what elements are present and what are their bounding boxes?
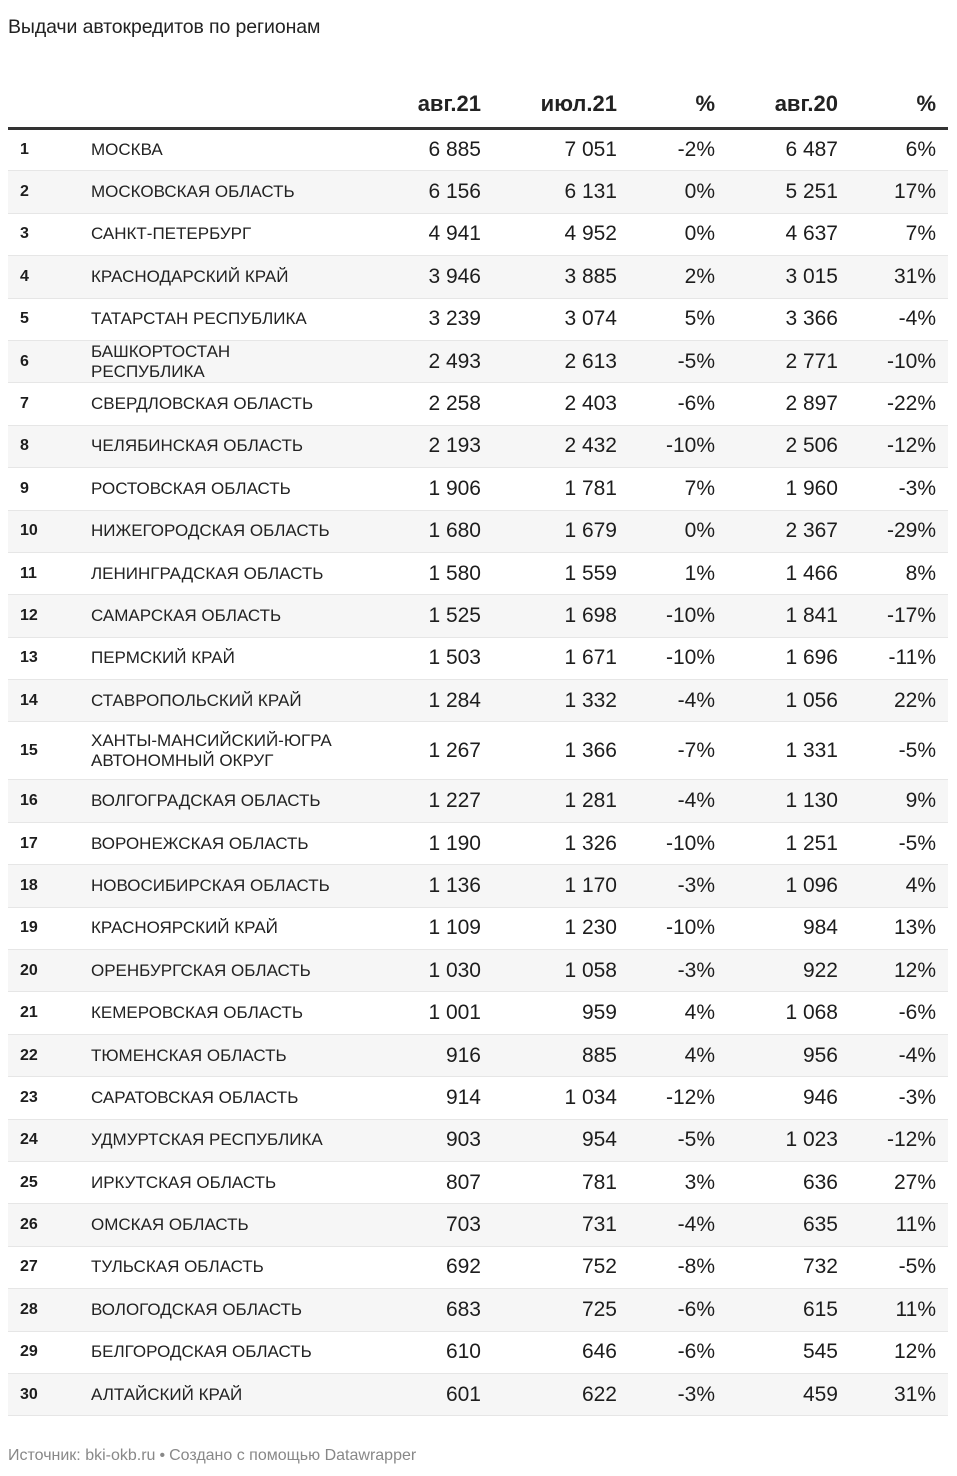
cell-aug21: 703 — [381, 1204, 481, 1246]
cell-aug20: 1 960 — [715, 468, 838, 510]
cell-region: УДМУРТСКАЯ РЕСПУБЛИКА — [91, 1119, 381, 1161]
cell-aug20: 1 466 — [715, 552, 838, 594]
cell-rank: 18 — [8, 865, 91, 907]
cell-yoy-pct: 11% — [838, 1204, 948, 1246]
cell-jul21: 2 403 — [481, 383, 617, 425]
cell-jul21: 781 — [481, 1161, 617, 1203]
table-row — [8, 1246, 948, 1288]
cell-aug20: 615 — [715, 1289, 838, 1331]
cell-aug21: 807 — [381, 1161, 481, 1203]
cell-mom-pct: 2% — [617, 256, 715, 298]
cell-rank: 5 — [8, 298, 91, 340]
table-body — [8, 129, 948, 1416]
data-table — [8, 80, 948, 1416]
cell-region: МОСКВА — [91, 129, 381, 171]
cell-yoy-pct: -3% — [838, 468, 948, 510]
cell-jul21: 731 — [481, 1204, 617, 1246]
cell-mom-pct: 0% — [617, 510, 715, 552]
table-row — [8, 907, 948, 949]
cell-jul21: 1 559 — [481, 552, 617, 594]
cell-aug20: 922 — [715, 950, 838, 992]
cell-jul21: 1 281 — [481, 780, 617, 822]
credit-link[interactable]: Создано с помощью Datawrapper — [169, 1447, 417, 1464]
cell-rank: 9 — [8, 468, 91, 510]
cell-mom-pct: 4% — [617, 1034, 715, 1076]
cell-jul21: 1 781 — [481, 468, 617, 510]
cell-aug20: 2 506 — [715, 425, 838, 467]
cell-region: БЕЛГОРОДСКАЯ ОБЛАСТЬ — [91, 1331, 381, 1373]
table-row — [8, 383, 948, 425]
cell-yoy-pct: -5% — [838, 722, 948, 780]
cell-aug21: 6 156 — [381, 171, 481, 213]
cell-aug21: 1 580 — [381, 552, 481, 594]
cell-yoy-pct: 17% — [838, 171, 948, 213]
cell-jul21: 3 885 — [481, 256, 617, 298]
cell-mom-pct: 7% — [617, 468, 715, 510]
cell-rank: 6 — [8, 340, 91, 382]
cell-region: ВОЛГОГРАДСКАЯ ОБЛАСТЬ — [91, 780, 381, 822]
table-row — [8, 552, 948, 594]
header-aug20[interactable]: авг.20 — [715, 80, 838, 129]
cell-jul21: 6 131 — [481, 171, 617, 213]
cell-aug21: 4 941 — [381, 213, 481, 255]
cell-aug21: 1 284 — [381, 680, 481, 722]
cell-aug21: 1 906 — [381, 468, 481, 510]
cell-jul21: 1 332 — [481, 680, 617, 722]
cell-region: КРАСНОЯРСКИЙ КРАЙ — [91, 907, 381, 949]
cell-yoy-pct: 9% — [838, 780, 948, 822]
cell-mom-pct: -6% — [617, 1331, 715, 1373]
cell-mom-pct: -12% — [617, 1077, 715, 1119]
cell-aug20: 6 487 — [715, 129, 838, 171]
cell-mom-pct: 1% — [617, 552, 715, 594]
cell-yoy-pct: -3% — [838, 1077, 948, 1119]
header-aug21[interactable]: авг.21 — [381, 80, 481, 129]
source-note: Источник: bki-okb.ru — [8, 1447, 156, 1464]
cell-aug21: 3 239 — [381, 298, 481, 340]
cell-rank: 2 — [8, 171, 91, 213]
table-row — [8, 780, 948, 822]
cell-region: РОСТОВСКАЯ ОБЛАСТЬ — [91, 468, 381, 510]
cell-region: КЕМЕРОВСКАЯ ОБЛАСТЬ — [91, 992, 381, 1034]
cell-aug21: 3 946 — [381, 256, 481, 298]
cell-aug20: 636 — [715, 1161, 838, 1203]
cell-region: НИЖЕГОРОДСКАЯ ОБЛАСТЬ — [91, 510, 381, 552]
cell-mom-pct: -10% — [617, 907, 715, 949]
cell-rank: 10 — [8, 510, 91, 552]
cell-mom-pct: -2% — [617, 129, 715, 171]
cell-jul21: 622 — [481, 1373, 617, 1415]
cell-aug21: 1 267 — [381, 722, 481, 780]
cell-jul21: 2 432 — [481, 425, 617, 467]
table-row — [8, 637, 948, 679]
table-row — [8, 1331, 948, 1373]
cell-rank: 21 — [8, 992, 91, 1034]
header-region[interactable] — [91, 80, 381, 129]
cell-aug21: 914 — [381, 1077, 481, 1119]
cell-region: ХАНТЫ-МАНСИЙСКИЙ-ЮГРА АВТОНОМНЫЙ ОКРУГ — [91, 722, 381, 780]
cell-region: ОМСКАЯ ОБЛАСТЬ — [91, 1204, 381, 1246]
cell-rank: 11 — [8, 552, 91, 594]
cell-rank: 25 — [8, 1161, 91, 1203]
cell-rank: 17 — [8, 822, 91, 864]
cell-yoy-pct: -12% — [838, 1119, 948, 1161]
cell-aug20: 3 366 — [715, 298, 838, 340]
cell-mom-pct: -4% — [617, 780, 715, 822]
cell-aug20: 956 — [715, 1034, 838, 1076]
cell-aug21: 1 190 — [381, 822, 481, 864]
cell-jul21: 1 366 — [481, 722, 617, 780]
cell-region: АЛТАЙСКИЙ КРАЙ — [91, 1373, 381, 1415]
cell-mom-pct: -5% — [617, 1119, 715, 1161]
cell-jul21: 752 — [481, 1246, 617, 1288]
cell-mom-pct: 0% — [617, 213, 715, 255]
cell-aug21: 683 — [381, 1289, 481, 1331]
cell-jul21: 725 — [481, 1289, 617, 1331]
cell-region: САНКТ-ПЕТЕРБУРГ — [91, 213, 381, 255]
cell-aug21: 6 885 — [381, 129, 481, 171]
table-row — [8, 1077, 948, 1119]
cell-aug20: 1 331 — [715, 722, 838, 780]
cell-aug21: 2 493 — [381, 340, 481, 382]
cell-jul21: 1 170 — [481, 865, 617, 907]
cell-jul21: 1 679 — [481, 510, 617, 552]
cell-rank: 30 — [8, 1373, 91, 1415]
cell-region: ИРКУТСКАЯ ОБЛАСТЬ — [91, 1161, 381, 1203]
cell-yoy-pct: 31% — [838, 1373, 948, 1415]
cell-rank: 1 — [8, 129, 91, 171]
cell-aug21: 916 — [381, 1034, 481, 1076]
cell-region: КРАСНОДАРСКИЙ КРАЙ — [91, 256, 381, 298]
table-row — [8, 1119, 948, 1161]
cell-rank: 16 — [8, 780, 91, 822]
cell-rank: 12 — [8, 595, 91, 637]
cell-aug20: 459 — [715, 1373, 838, 1415]
table-row — [8, 595, 948, 637]
cell-region: ПЕРМСКИЙ КРАЙ — [91, 637, 381, 679]
cell-aug20: 4 637 — [715, 213, 838, 255]
cell-yoy-pct: 31% — [838, 256, 948, 298]
cell-aug20: 545 — [715, 1331, 838, 1373]
cell-rank: 8 — [8, 425, 91, 467]
cell-mom-pct: -6% — [617, 383, 715, 425]
cell-mom-pct: -8% — [617, 1246, 715, 1288]
cell-jul21: 1 034 — [481, 1077, 617, 1119]
cell-jul21: 1 230 — [481, 907, 617, 949]
cell-mom-pct: -10% — [617, 822, 715, 864]
cell-region: ТЮМЕНСКАЯ ОБЛАСТЬ — [91, 1034, 381, 1076]
cell-jul21: 2 613 — [481, 340, 617, 382]
table-row — [8, 468, 948, 510]
cell-yoy-pct: -4% — [838, 298, 948, 340]
cell-yoy-pct: -29% — [838, 510, 948, 552]
header-jul21[interactable]: июл.21 — [481, 80, 617, 129]
cell-rank: 29 — [8, 1331, 91, 1373]
cell-aug20: 1 096 — [715, 865, 838, 907]
cell-yoy-pct: 12% — [838, 1331, 948, 1373]
cell-region: ЛЕНИНГРАДСКАЯ ОБЛАСТЬ — [91, 552, 381, 594]
table-row — [8, 256, 948, 298]
cell-yoy-pct: 22% — [838, 680, 948, 722]
cell-region: БАШКОРТОСТАН РЕСПУБЛИКА — [91, 340, 381, 382]
cell-yoy-pct: -12% — [838, 425, 948, 467]
cell-rank: 19 — [8, 907, 91, 949]
cell-rank: 4 — [8, 256, 91, 298]
cell-aug20: 5 251 — [715, 171, 838, 213]
cell-yoy-pct: 12% — [838, 950, 948, 992]
cell-rank: 28 — [8, 1289, 91, 1331]
cell-yoy-pct: 4% — [838, 865, 948, 907]
cell-aug21: 1 227 — [381, 780, 481, 822]
table-row — [8, 129, 948, 171]
cell-aug21: 1 525 — [381, 595, 481, 637]
cell-aug20: 984 — [715, 907, 838, 949]
cell-rank: 20 — [8, 950, 91, 992]
table-row — [8, 1204, 948, 1246]
cell-region: ТУЛЬСКАЯ ОБЛАСТЬ — [91, 1246, 381, 1288]
cell-jul21: 3 074 — [481, 298, 617, 340]
cell-aug20: 1 696 — [715, 637, 838, 679]
cell-aug20: 1 251 — [715, 822, 838, 864]
cell-jul21: 1 698 — [481, 595, 617, 637]
cell-rank: 15 — [8, 722, 91, 780]
cell-mom-pct: -6% — [617, 1289, 715, 1331]
cell-rank: 14 — [8, 680, 91, 722]
cell-yoy-pct: -10% — [838, 340, 948, 382]
cell-aug21: 1 030 — [381, 950, 481, 992]
cell-aug21: 610 — [381, 1331, 481, 1373]
cell-aug20: 3 015 — [715, 256, 838, 298]
cell-rank: 22 — [8, 1034, 91, 1076]
cell-yoy-pct: 8% — [838, 552, 948, 594]
table-row — [8, 340, 948, 382]
cell-mom-pct: -7% — [617, 722, 715, 780]
cell-jul21: 646 — [481, 1331, 617, 1373]
cell-rank: 26 — [8, 1204, 91, 1246]
cell-jul21: 1 671 — [481, 637, 617, 679]
chart-title: Выдачи автокредитов по регионам — [8, 16, 321, 38]
table-row — [8, 171, 948, 213]
cell-mom-pct: 3% — [617, 1161, 715, 1203]
cell-mom-pct: -3% — [617, 865, 715, 907]
cell-rank: 24 — [8, 1119, 91, 1161]
cell-jul21: 885 — [481, 1034, 617, 1076]
cell-region: ВОРОНЕЖСКАЯ ОБЛАСТЬ — [91, 822, 381, 864]
cell-aug21: 1 680 — [381, 510, 481, 552]
table-row — [8, 822, 948, 864]
cell-region: МОСКОВСКАЯ ОБЛАСТЬ — [91, 171, 381, 213]
cell-yoy-pct: -22% — [838, 383, 948, 425]
cell-mom-pct: -10% — [617, 425, 715, 467]
cell-jul21: 7 051 — [481, 129, 617, 171]
cell-yoy-pct: -4% — [838, 1034, 948, 1076]
cell-aug20: 1 130 — [715, 780, 838, 822]
cell-aug21: 903 — [381, 1119, 481, 1161]
header-row — [8, 80, 948, 129]
header-yoy-pct[interactable]: % — [838, 80, 948, 129]
table-row — [8, 1373, 948, 1415]
table-row — [8, 510, 948, 552]
cell-aug20: 2 367 — [715, 510, 838, 552]
cell-mom-pct: -4% — [617, 680, 715, 722]
cell-aug21: 692 — [381, 1246, 481, 1288]
cell-aug21: 2 258 — [381, 383, 481, 425]
cell-aug20: 732 — [715, 1246, 838, 1288]
cell-region: САМАРСКАЯ ОБЛАСТЬ — [91, 595, 381, 637]
cell-rank: 27 — [8, 1246, 91, 1288]
cell-aug20: 946 — [715, 1077, 838, 1119]
cell-region: ЧЕЛЯБИНСКАЯ ОБЛАСТЬ — [91, 425, 381, 467]
cell-aug20: 635 — [715, 1204, 838, 1246]
cell-region: СТАВРОПОЛЬСКИЙ КРАЙ — [91, 680, 381, 722]
cell-mom-pct: 4% — [617, 992, 715, 1034]
table-row — [8, 298, 948, 340]
cell-jul21: 1 326 — [481, 822, 617, 864]
table-row — [8, 1034, 948, 1076]
header-mom-pct[interactable]: % — [617, 80, 715, 129]
cell-yoy-pct: 13% — [838, 907, 948, 949]
cell-aug20: 1 023 — [715, 1119, 838, 1161]
cell-jul21: 1 058 — [481, 950, 617, 992]
table-row — [8, 992, 948, 1034]
cell-rank: 7 — [8, 383, 91, 425]
cell-mom-pct: -5% — [617, 340, 715, 382]
table-row — [8, 865, 948, 907]
cell-aug21: 1 503 — [381, 637, 481, 679]
cell-yoy-pct: -5% — [838, 1246, 948, 1288]
table-row — [8, 722, 948, 780]
footer-separator: • — [159, 1447, 166, 1464]
cell-region: НОВОСИБИРСКАЯ ОБЛАСТЬ — [91, 865, 381, 907]
cell-aug20: 2 897 — [715, 383, 838, 425]
cell-jul21: 954 — [481, 1119, 617, 1161]
cell-mom-pct: -3% — [617, 1373, 715, 1415]
cell-yoy-pct: 11% — [838, 1289, 948, 1331]
cell-jul21: 959 — [481, 992, 617, 1034]
cell-mom-pct: 0% — [617, 171, 715, 213]
cell-yoy-pct: 27% — [838, 1161, 948, 1203]
header-rank[interactable] — [8, 80, 91, 129]
cell-rank: 23 — [8, 1077, 91, 1119]
cell-mom-pct: -3% — [617, 950, 715, 992]
cell-aug20: 2 771 — [715, 340, 838, 382]
cell-aug21: 1 001 — [381, 992, 481, 1034]
cell-rank: 13 — [8, 637, 91, 679]
cell-region: ТАТАРСТАН РЕСПУБЛИКА — [91, 298, 381, 340]
cell-aug20: 1 056 — [715, 680, 838, 722]
table-row — [8, 213, 948, 255]
table-row — [8, 950, 948, 992]
footer — [8, 1447, 416, 1465]
cell-aug20: 1 841 — [715, 595, 838, 637]
cell-yoy-pct: 6% — [838, 129, 948, 171]
cell-rank: 3 — [8, 213, 91, 255]
cell-region: САРАТОВСКАЯ ОБЛАСТЬ — [91, 1077, 381, 1119]
cell-region: СВЕРДЛОВСКАЯ ОБЛАСТЬ — [91, 383, 381, 425]
cell-yoy-pct: -11% — [838, 637, 948, 679]
cell-aug21: 1 136 — [381, 865, 481, 907]
cell-mom-pct: -10% — [617, 637, 715, 679]
cell-aug21: 601 — [381, 1373, 481, 1415]
table-row — [8, 680, 948, 722]
table-row — [8, 1289, 948, 1331]
cell-yoy-pct: 7% — [838, 213, 948, 255]
cell-aug20: 1 068 — [715, 992, 838, 1034]
cell-mom-pct: -10% — [617, 595, 715, 637]
table-row — [8, 1161, 948, 1203]
cell-mom-pct: -4% — [617, 1204, 715, 1246]
cell-jul21: 4 952 — [481, 213, 617, 255]
cell-yoy-pct: -6% — [838, 992, 948, 1034]
cell-region: ВОЛОГОДСКАЯ ОБЛАСТЬ — [91, 1289, 381, 1331]
cell-aug21: 1 109 — [381, 907, 481, 949]
cell-yoy-pct: -17% — [838, 595, 948, 637]
cell-yoy-pct: -5% — [838, 822, 948, 864]
cell-aug21: 2 193 — [381, 425, 481, 467]
cell-mom-pct: 5% — [617, 298, 715, 340]
table-row — [8, 425, 948, 467]
cell-region: ОРЕНБУРГСКАЯ ОБЛАСТЬ — [91, 950, 381, 992]
